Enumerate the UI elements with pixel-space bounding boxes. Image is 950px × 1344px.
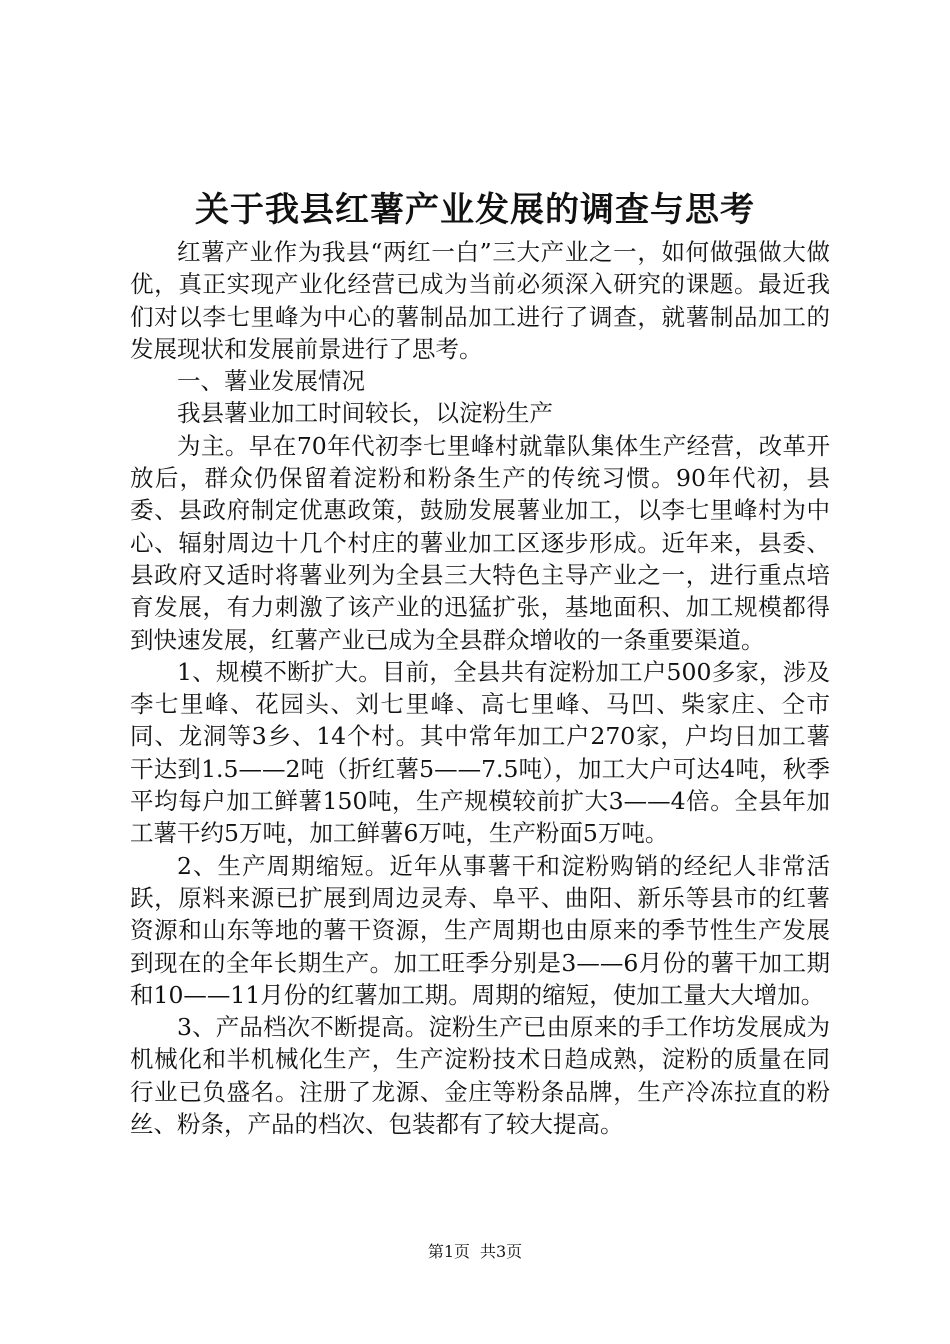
page-total: 共3页 (480, 1242, 523, 1261)
page-footer (0, 1240, 950, 1264)
page-number: 第1页 (427, 1242, 470, 1261)
paragraph-point-2: 2、生产周期缩短。近年从事薯干和淀粉购销的经纪人非常活跃，原料来源已扩展到周边灵寿、阜平、曲阳、新乐等县市的红薯资源和山东等地的薯干资源，生产周期也由原来的季节性生产发展到现在的全年长期生产。加工旺季分别是3——6月份的薯干加工期和10——11月份的红薯加工期。周期的缩短，使加工量大大增加。 (130, 851, 830, 1009)
paragraph-point-1: 1、规模不断扩大。目前，全县共有淀粉加工户500多家，涉及李七里峰、花园头、刘七里峰、高七里峰、马凹、柴家庄、仝市同、龙洞等3乡、14个村。其中常年加工户270家，户均日加工薯干达到1.5——2吨（折红薯5——7.5吨），加工大户可达4吨，秋季平均每户加工鲜薯150吨，生产规模较前扩大3——4倍。全县年加工薯干约5万吨，加工鲜薯6万吨，生产粉面5万吨。 (130, 657, 830, 848)
paragraph-point-3: 3、产品档次不断提高。淀粉生产已由原来的手工作坊发展成为机械化和半机械化生产，生产淀粉技术日趋成熟，淀粉的质量在同行业已负盛名。注册了龙源、金庄等粉条品牌，生产冷冻拉直的粉丝、粉条，产品的档次、包装都有了较大提高。 (130, 1013, 830, 1139)
section-heading-1: 一、薯业发展情况 (177, 367, 365, 396)
document-body (130, 236, 830, 1140)
paragraph-overview-continued: 为主。早在70年代初李七里峰村就靠队集体生产经营，改革开放后，群众仍保留着淀粉和粉条生产的传统习惯。90年代初，县委、县政府制定优惠政策，鼓励发展薯业加工，以李七里峰村为中心、辐射周边十几个村庄的薯业加工区逐步形成。近年来，县委、县政府又适时将薯业列为全县三大特色主导产业之一，进行重点培育发展，有力刺激了该产业的迅猛扩张，基地面积、加工规模都得到快速发展，红薯产业已成为全县群众增收的一条重要渠道。 (130, 431, 830, 654)
paragraph-overview-start: 我县薯业加工时间较长，以淀粉生产 (177, 399, 553, 428)
paragraph-intro: 红薯产业作为我县“两红一白”三大产业之一，如何做强做大做优，真正实现产业化经营已成为当前必须深入研究的课题。最近我们对以李七里峰为中心的薯制品加工进行了调查，就薯制品加工的发展现状和发展前景进行了思考。 (130, 238, 830, 363)
document-title: 关于我县红薯产业发展的调查与思考 (195, 190, 755, 230)
